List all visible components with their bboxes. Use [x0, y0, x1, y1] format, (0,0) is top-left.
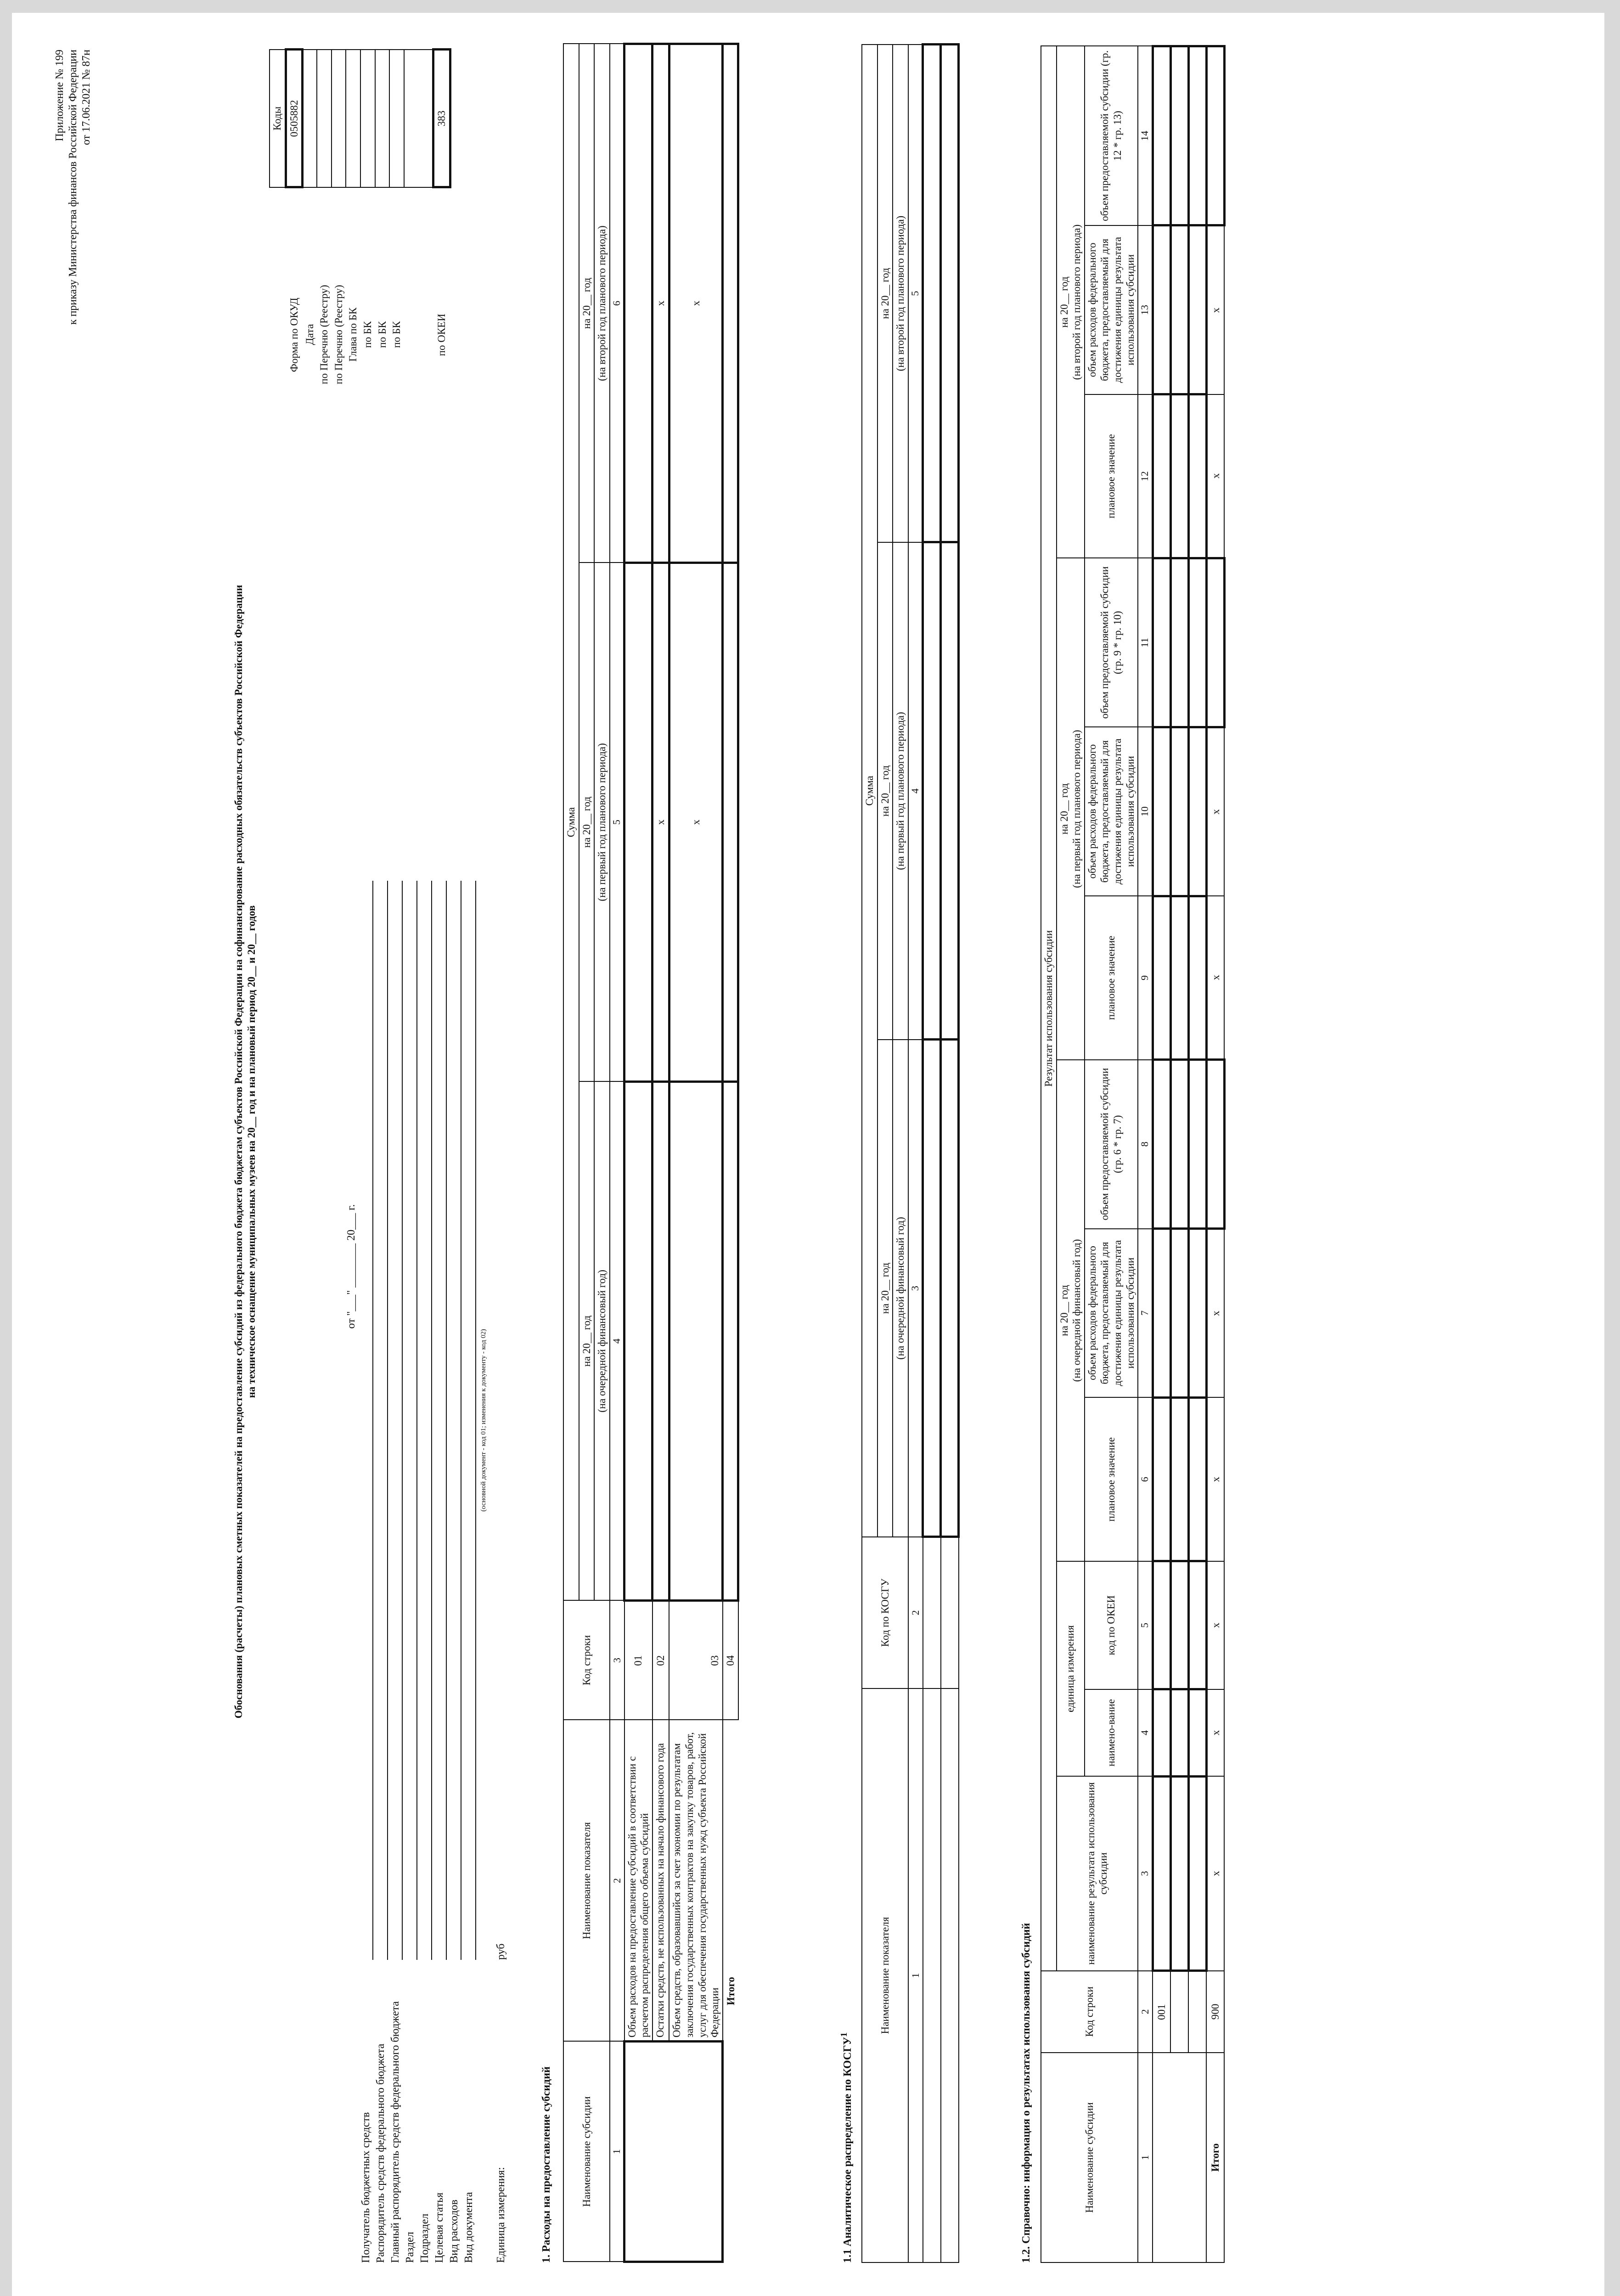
header-fields — [359, 518, 508, 2263]
field-label: Получатель бюджетных средств — [360, 2112, 372, 2263]
col-name-indicator: Наименование показателя — [862, 1688, 908, 2262]
col-vol: объем предоставляемой субсидии (гр. 9 * гр. 10) — [1085, 558, 1138, 727]
col-number: 7 — [1138, 1229, 1153, 1398]
code-value — [360, 50, 375, 187]
col-vol: объем предоставляемой субсидии (гр. 6 * гр. 7) — [1085, 1060, 1138, 1229]
value-cell — [923, 1040, 941, 1537]
value-cell: x — [669, 563, 722, 1082]
appendix-number: Приложение № 199 — [54, 50, 66, 141]
value-cell — [1170, 1229, 1188, 1398]
col-year-2: на 20__ год — [579, 563, 595, 1082]
col-number: 6 — [1138, 1397, 1153, 1561]
col-number: 10 — [1138, 727, 1153, 896]
field-label: Вид документа — [463, 2192, 475, 2263]
col-period-1 — [1057, 1060, 1085, 1561]
field-line — [461, 881, 476, 1960]
x-mark: x — [1206, 1229, 1224, 1398]
col-row-code: Код строки — [563, 1601, 610, 1720]
col-year-2-sub: (на первый год планового периода) — [893, 542, 908, 1040]
row-code — [1188, 1971, 1206, 2053]
codes-label: по Перечню (Реестру) — [318, 285, 330, 384]
value-cell — [1188, 1561, 1206, 1689]
codes-label: Форма по ОКУД — [288, 298, 300, 372]
col-unit-okei: код по ОКЕИ — [1085, 1561, 1138, 1689]
code-value — [317, 50, 332, 187]
total-label: Итого — [1206, 2053, 1224, 2262]
appendix-order: к приказу Министерства финансов Российской Федерации — [67, 50, 79, 325]
period-1-label: на 20__ год — [1058, 1285, 1070, 1336]
col-vol-unit: объем расходов федерального бюджета, предоставляемый для достижения единицы результата использования субсидии — [1085, 225, 1138, 394]
value-cell — [1153, 1397, 1170, 1561]
x-mark: x — [1206, 1689, 1224, 1776]
footnote-mark: 1 — [839, 2032, 849, 2037]
col-year-1-sub: (на очередной финансовый год) — [893, 1040, 908, 1537]
value-cell — [923, 45, 941, 542]
section11-title-text: 1.1 Аналитическое распределение по КОСГУ — [842, 2037, 854, 2263]
col-year-2: на 20__ год — [878, 542, 893, 1040]
value-cell — [1153, 1229, 1170, 1398]
codes-header: Коды — [270, 50, 286, 187]
period-2-label: на 20__ год — [1058, 783, 1070, 835]
col-number: 14 — [1138, 46, 1153, 225]
value-cell — [1153, 727, 1170, 896]
codes-label: Глава по БК — [347, 307, 359, 362]
field-line — [432, 881, 447, 1960]
codes-label: Дата — [304, 324, 315, 345]
value-cell — [1188, 1060, 1206, 1229]
code-value — [346, 50, 360, 187]
value-cell — [1188, 394, 1206, 558]
period-3-sub: (на второй год планового периода) — [1071, 224, 1083, 380]
col-plan: плановое значение — [1085, 1397, 1138, 1561]
col-sum: Сумма — [563, 44, 579, 1600]
x-mark: x — [1206, 727, 1224, 896]
total-value — [1206, 46, 1224, 225]
col-year-1: на 20__ год — [579, 1082, 595, 1601]
col-year-3: на 20__ год — [878, 45, 893, 542]
value-cell — [1188, 1397, 1206, 1561]
value-cell — [1170, 394, 1188, 558]
col-number: 13 — [1138, 225, 1153, 394]
subsidy-name-cell — [624, 2042, 723, 2262]
codes-label: по ОКЕИ — [436, 314, 448, 356]
x-mark: x — [1206, 225, 1224, 394]
value-cell — [1170, 1060, 1188, 1229]
col-number: 8 — [1138, 1060, 1153, 1229]
document-sheet — [12, 13, 1604, 2296]
total-row-code: 04 — [723, 1601, 738, 1720]
col-number: 5 — [1138, 1561, 1153, 1689]
col-result-name: наименование результата использования субсидии — [1057, 1776, 1138, 1971]
title-line-2: на техническое оснащение муниципальных музеев на 20__ год и на плановый период 20__ и 20__ годов — [245, 905, 257, 1398]
unit-label: Единица измерения: — [495, 2167, 507, 2263]
value-cell — [1153, 46, 1170, 225]
total-value — [723, 44, 738, 563]
indicator-name: Объем расходов на предоставление субсидий в соответствии с расчетом распределения общего объема субсидий — [624, 1720, 652, 2042]
value-cell — [1188, 727, 1206, 896]
value-cell — [1188, 558, 1206, 727]
value-cell — [1153, 1561, 1170, 1689]
value-cell: x — [652, 563, 669, 1082]
period-2-sub: (на первый год планового периода) — [1071, 730, 1083, 888]
value-cell: x — [669, 44, 722, 563]
col-number: 2 — [1138, 1971, 1153, 2053]
value-cell — [1170, 1689, 1188, 1776]
value-cell — [923, 542, 941, 1040]
value-cell — [1170, 558, 1188, 727]
col-number: 4 — [610, 1082, 624, 1601]
doc-type-hint: (основной документ - код 01; изменения к документу - код 02) — [480, 1329, 487, 1512]
col-number: 2 — [908, 1537, 923, 1688]
x-mark: x — [1206, 394, 1224, 558]
value-cell — [1153, 394, 1170, 558]
col-row-code: Код строки — [1041, 1971, 1138, 2053]
value-cell: x — [652, 44, 669, 563]
unit-value: руб — [495, 1943, 507, 1960]
section1-title: 1. Расходы на предоставление субсидий — [540, 2066, 552, 2263]
field-line — [417, 881, 432, 1960]
row-code — [1170, 1971, 1188, 2053]
col-number: 2 — [610, 1720, 624, 2042]
appendix-block — [53, 50, 93, 325]
col-result: Результат использования субсидии — [1041, 46, 1057, 1971]
value-cell — [624, 1082, 652, 1601]
row-code: 02 — [652, 1601, 669, 1720]
value-cell — [624, 44, 652, 563]
codes-label: по БК — [376, 321, 388, 348]
total-value — [1206, 558, 1224, 727]
row-code: 001 — [1153, 1971, 1170, 2053]
field-label: Целевая статья — [433, 2192, 445, 2263]
rotated-form-page — [12, 13, 1604, 2296]
codes-label: по БК — [391, 321, 403, 348]
form-title — [232, 187, 258, 2116]
col-year-1-sub: (на очередной финансовый год) — [594, 1082, 610, 1601]
col-year-2-sub: (на первый год планового периода) — [594, 563, 610, 1082]
col-plan: плановое значение — [1085, 896, 1138, 1060]
section1-table — [563, 43, 739, 2263]
col-unit: единица измерения — [1057, 1561, 1085, 1776]
codes-label: по Перечню (Реестру) — [332, 285, 344, 384]
codes-table — [269, 49, 451, 482]
col-number: 12 — [1138, 394, 1153, 558]
col-number: 3 — [1138, 1776, 1153, 1971]
col-vol-unit: объем расходов федерального бюджета, предоставляемый для достижения единицы результата использования субсидии — [1085, 1229, 1138, 1398]
col-year-3-sub: (на второй год планового периода) — [893, 45, 908, 542]
subsidy-name-cell — [1153, 2053, 1206, 2262]
section12-table — [1041, 45, 1226, 2263]
x-mark: x — [1206, 1397, 1224, 1561]
value-cell — [1153, 225, 1170, 394]
col-year-3: на 20__ год — [579, 44, 595, 563]
col-number: 9 — [1138, 896, 1153, 1060]
date-line: от "___" ________ 20___ г. — [345, 1204, 357, 1329]
col-vol: объем предоставляемой субсидии (гр. 12 * гр. 13) — [1085, 46, 1138, 225]
col-number: 5 — [610, 563, 624, 1082]
row-code: 03 — [669, 1601, 722, 1720]
col-number: 1 — [908, 1688, 923, 2262]
col-vol-unit: объем расходов федерального бюджета, предоставляемый для достижения единицы результата использования субсидии — [1085, 727, 1138, 896]
code-value — [404, 50, 433, 187]
value-cell — [1170, 1776, 1188, 1971]
field-line — [359, 881, 373, 1960]
col-number: 3 — [908, 1040, 923, 1537]
col-period-2 — [1057, 558, 1085, 1059]
value-cell — [1188, 1229, 1206, 1398]
total-label: Итого — [723, 1720, 738, 2262]
value-cell — [1153, 896, 1170, 1060]
col-year-1: на 20__ год — [878, 1040, 893, 1537]
codes-label: по БК — [362, 321, 374, 348]
section12-title: 1.2. Справочно: информация о результатах использования субсидий — [1020, 1923, 1032, 2263]
x-mark: x — [1206, 896, 1224, 1060]
section11-table — [861, 43, 960, 2263]
col-number: 3 — [610, 1601, 624, 1720]
value-cell — [941, 542, 959, 1040]
indicator-name: Объем средств, образовавшийся за счет экономии по результатам заключения государственных контрактов на закупку товаров, работ, услуг для обеспечения государственных нужд субъекта Российской Федерации — [669, 1720, 722, 2042]
field-label: Вид расходов — [448, 2200, 460, 2263]
field-label: Главный распорядитель средств федерального бюджета — [389, 2001, 401, 2263]
col-number: 11 — [1138, 558, 1153, 727]
col-year-3-sub: (на второй год планового периода) — [594, 44, 610, 563]
kosgu-row-name — [923, 1688, 941, 2262]
code-value — [303, 50, 317, 187]
value-cell — [1153, 558, 1170, 727]
value-cell — [1170, 896, 1188, 1060]
value-cell — [941, 1040, 959, 1537]
value-cell — [1153, 1776, 1170, 1971]
col-number: 1 — [1138, 2053, 1153, 2262]
col-name-subsidy: Наименование субсидии — [563, 2042, 610, 2262]
col-number: 5 — [908, 45, 923, 542]
field-line — [388, 881, 403, 1960]
value-cell — [669, 1082, 722, 1601]
title-line-1: Обоснования (расчеты) плановых сметных показателей на предоставление субсидий из федерального бюджета бюджетам субъектов Российской Федерации на софинансирование расходных обязательств субъектов Российской Федерации — [233, 585, 244, 1719]
col-number: 4 — [1138, 1689, 1153, 1776]
value-cell — [1188, 46, 1206, 225]
col-period-3 — [1057, 46, 1085, 558]
row-code: 01 — [624, 1601, 652, 1720]
col-sum: Сумма — [862, 45, 878, 1537]
total-value — [723, 1082, 738, 1601]
total-value — [723, 563, 738, 1082]
value-cell — [1170, 1561, 1188, 1689]
value-cell — [941, 45, 959, 542]
col-name-indicator: Наименование показателя — [563, 1720, 610, 2042]
value-cell — [1170, 1397, 1188, 1561]
field-line — [373, 881, 388, 1960]
value-cell — [1188, 1776, 1206, 1971]
field-label: Подраздел — [419, 2213, 431, 2263]
col-plan: плановое значение — [1085, 394, 1138, 558]
value-cell — [1170, 727, 1188, 896]
value-cell — [1170, 46, 1188, 225]
field-line — [403, 881, 417, 1960]
value-cell — [624, 563, 652, 1082]
value-cell — [652, 1082, 669, 1601]
indicator-name: Остатки средств, не использованных на начало финансового года — [652, 1720, 669, 2042]
col-name-subsidy: Наименование субсидии — [1041, 2053, 1138, 2262]
codes-label — [404, 187, 433, 481]
code-value — [375, 50, 390, 187]
code-value — [332, 50, 346, 187]
code-okud: 0505882 — [286, 50, 303, 187]
x-mark: x — [1206, 1561, 1224, 1689]
kosgu-code — [923, 1537, 941, 1688]
period-1-sub: (на очередной финансовый год) — [1071, 1239, 1083, 1382]
field-label: Раздел — [404, 2232, 416, 2263]
value-cell — [1188, 896, 1206, 1060]
col-number: 4 — [908, 542, 923, 1040]
period-3-label: на 20__ год — [1058, 276, 1070, 328]
total-row-code: 900 — [1206, 1971, 1224, 2053]
total-value — [1206, 1060, 1224, 1229]
code-value — [389, 50, 404, 187]
value-cell — [1188, 225, 1206, 394]
value-cell — [1153, 1060, 1170, 1229]
col-number: 6 — [610, 44, 624, 563]
appendix-date: от 17.06.2021 № 87н — [80, 50, 92, 145]
field-label: Распорядитель средств федерального бюджета — [375, 2043, 387, 2263]
kosgu-row-name — [941, 1688, 959, 2262]
value-cell — [1153, 1689, 1170, 1776]
col-number: 1 — [610, 2042, 624, 2262]
col-unit-name: наимено-вание — [1085, 1689, 1138, 1776]
kosgu-code — [941, 1537, 959, 1688]
field-line — [447, 881, 461, 1960]
code-okei: 383 — [433, 50, 450, 187]
value-cell — [1170, 225, 1188, 394]
x-mark: x — [1206, 1776, 1224, 1971]
section11-title — [838, 2032, 855, 2263]
value-cell — [1188, 1689, 1206, 1776]
col-kosgu: Код по КОСГУ — [862, 1537, 908, 1688]
